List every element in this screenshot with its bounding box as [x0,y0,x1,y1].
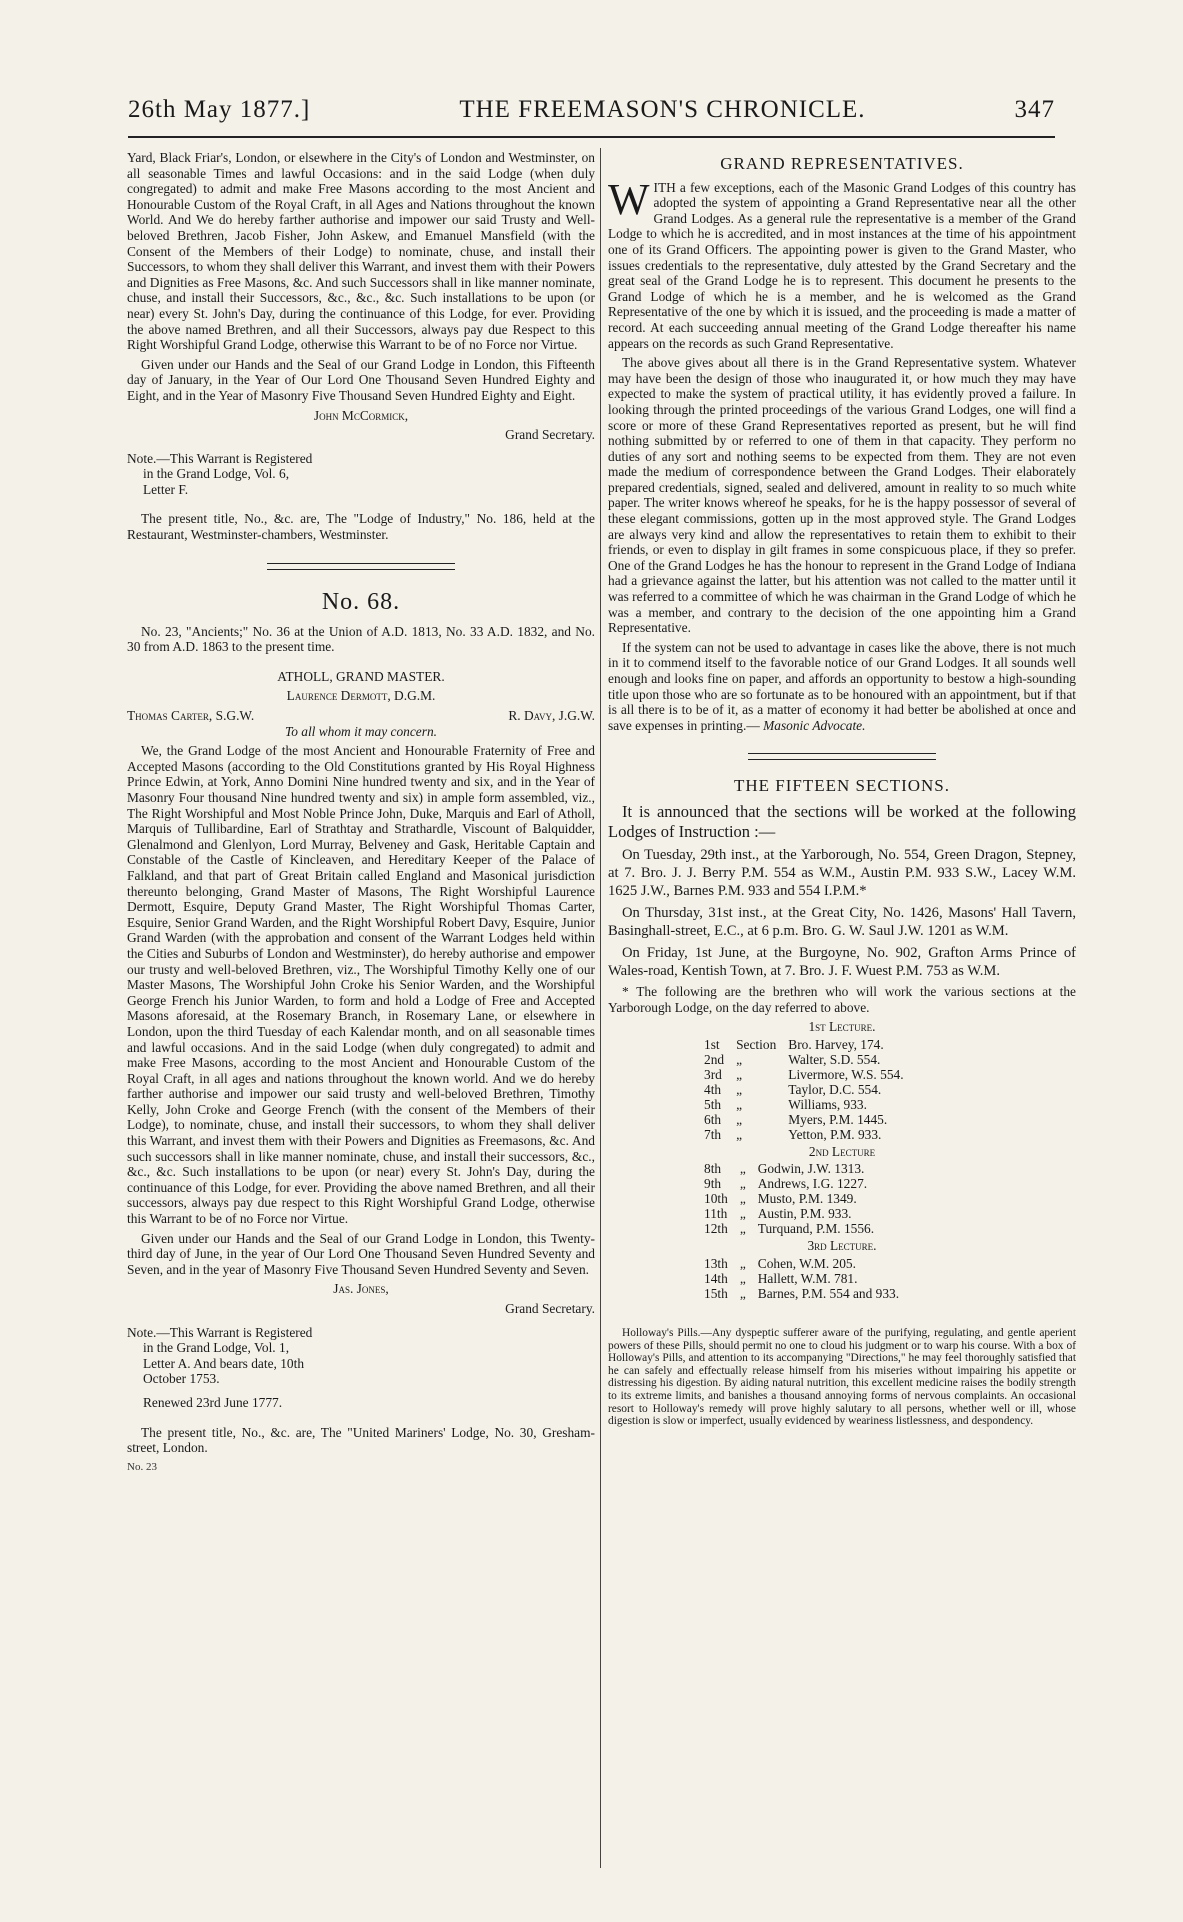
gr-source: Masonic Advocate. [763,717,866,733]
grand-representatives-p2: The above gives about all there is in the Grand Representative system. Whatever may have been the design of those who inaugurated it, or how much they may have expected to make the system of practical utility, it has evidently proved a failure. In looking through the printed proceedings of the various Grand Lodges, one will find a score or more of these Grand Representatives reported as present, but he will find nothing submitted by or referred to one of them in that capacity. They perform no duties of any sort and nothing seems to be expected from them. They are not even made the medium of correspondence between the Grand Lodges. Their elaborately prepared credentials, signed, sealed and delivered, amount in reality to so much white paper. The writer knows whereof he speaks, for he is the happy possessor of several of these elegant commissions, gotten up in the most approved style. The Grand Lodges are always very kind and allow the representatives to retain them to exhibit to their friends, or even to display in gilt frames in some conspicuous place, if they so prefer. One of the Grand Lodges he has the honour to represent in the Grand Lodge of Indiana had a grievance against the latter, but his attention was not called to the matter until it was referred to a committee of which he was chairman in the Grand Lodge of which he was a member, and contrary to the decision of the one appointing him a Grand Representative. [608,355,1076,636]
section-label: „ [736,1096,743,1112]
to-all-line: To all whom it may concern. [284,723,437,739]
lecture-row [698,1067,910,1082]
lecture-1-table [698,1037,910,1142]
section-number: 4th [704,1081,722,1097]
brother-name: Barnes, P.M. 554 and 933. [757,1285,900,1301]
brother-name: Bro. Harvey, 174. [788,1036,884,1052]
lecture-row [698,1221,880,1236]
renewed-line: Renewed 23rd June 1777. [143,1394,283,1410]
brother-name: Taylor, D.C. 554. [788,1081,882,1097]
lecture-row [698,1052,910,1067]
brother-name: Austin, P.M. 933. [757,1206,852,1222]
dermott-line: Laurence Dermott, D.G.M. [286,688,436,704]
brother-name: Yetton, P.M. 933. [788,1126,882,1142]
section-label: „ [739,1161,746,1177]
no-68-subtitle: No. 23, "Ancients;" No. 36 at the Union of A.D. 1813, No. 33 A.D. 1832, and No. 30 from A.D. 1863 to the present time. [127,623,595,655]
header-date: 26th May 1877.] [128,96,311,123]
section-label: „ [739,1176,746,1192]
lodge-tuesday: On Tuesday, 29th inst., at the Yarborough, No. 554, Green Dragon, Stepney, at 7. Bro. J. J. Berry P.M. 554 as W.M., Austin P.M. 933 S.W., Lacey W.M. 1625 J.W., Barnes P.M. 933 and 554 I.P.M.* [608,846,1076,899]
left-column [127,150,595,1479]
page-header [128,96,1055,138]
given-paragraph-2: Given under our Hands and the Seal of our Grand Lodge in London, this Twenty-third day of June, in the year of Our Lord One Thousand Seven Hundred Seventy and Seven, and in the year of Masonry Five Thousand Seven Hundred Seventy and Seven. [127,1230,595,1277]
lecture-row [698,1271,905,1286]
brother-name: Hallett, W.M. 781. [757,1270,858,1286]
note2-line-c: Letter A. And bears date, 10th [143,1355,305,1371]
section-number: 13th [704,1255,728,1271]
davy-name: R. Davy, J.G.W. [508,708,595,724]
signature-role-2: Grand Secretary. [505,1301,595,1316]
brother-name: Godwin, J.W. 1313. [757,1161,865,1177]
section-label: „ [739,1191,746,1207]
grand-representatives-p3 [608,640,1076,734]
lecture-row [698,1037,910,1052]
section-number: 10th [704,1191,728,1207]
lecture-row [698,1191,880,1206]
lecture-3-table [698,1256,905,1301]
carter-name: Thomas Carter, S.G.W. [127,708,255,724]
brother-name: Andrews, I.G. 1227. [757,1176,868,1192]
signature-role-1: Grand Secretary. [505,427,595,443]
note1-line-c: Letter F. [143,481,189,497]
fifteen-sections-intro: It is announced that the sections will be worked at the following Lodges of Instruction :— [608,801,1076,841]
brother-name: Cohen, W.M. 205. [757,1255,856,1271]
no-23-marginal: No. 23 [127,1460,157,1473]
lecture-row [698,1256,905,1271]
lecture-3-heading: 3rd Lecture. [807,1238,877,1254]
note2-line-d: October 1753. [143,1371,220,1387]
right-column [608,150,1076,1432]
section-number: 2nd [704,1051,725,1067]
lecture-1-heading: 1st Lecture. [808,1019,876,1035]
section-label: „ [739,1221,746,1237]
registration-note-2 [127,1325,595,1387]
note1-line-b: in the Grand Lodge, Vol. 6, [143,466,290,482]
section-label: „ [739,1285,746,1301]
lodge-thursday: On Thursday, 31st inst., at the Great City, No. 1426, Masons' Hall Tavern, Basinghall-street, E.C., at 6 p.m. Bro. G. W. Saul J.W. 1201 as W.M. [608,904,1076,939]
lecture-row [698,1082,910,1097]
warrant-body: We, the Grand Lodge of the most Ancient and Honourable Fraternity of Free and Accepted Masons (according to the Old Constitutions granted by His Royal Highness Prince Edwin, at York, Anno Domini Nine hundred twenty and six, and in the Year of Masonry Four thousand Nine hundred twenty and six) in ample form assembled, viz., The Right Worshipful and Most Noble Prince John, Duke, Marquis and Earl of Atholl, Marquis of Tullibardine, Earl of Strathtay and Strathardle, Viscount of Balquidder, Glenalmond and Glenlyon, Lord Murray, Belveney and Gask, Heritable Captain and Constable of the Castle of Kincleaven, and Hereditary Keeper of the Palace of Falkland, and that part of Great Britain called England and Masonical jurisdiction thereunto belonging, Grand Master of Masons, The Right Worshipful Laurence Dermott, Esquire, Deputy Grand Master, The Right Worshipful Thomas Carter, Esquire, Senior Grand Warden, and the Right Worshipful Robert Davy, Esquire, Junior Grand Warden (with the approbation and consent of the Warrant Lodges held within the Cities and Suburbs of London and Westminster), do hereby authorise and empower our trusty and well-beloved Brethren, viz., The Worshipful Timothy Kelly one of our Master Masons, The Worshipful John Croke his Senior Warden, and the Worshipful George French his Junior Warden, to form and hold a Lodge of Free and Accepted Masons aforesaid, at the Rosemary Branch, in Rosemary Lane, or elsewhere in London, upon the third Tuesday of each Kalendar month, and on all seasonable times and lawful occasions. And in the said Lodge (when duly congregated) to admit and make Free Masons, according to the most Ancient and Honourable Custom of the Royal Craft, in all ages and nations throughout the known world. And we do hereby farther authorise and impower our said trusty and well-beloved Brethren, Timothy Kelly, John Croke and George French (with the consent of the Members of their Lodge), to nominate, chuse, and install their successors, to whom they shall deliver this Warrant, and invest them with their Powers and Dignities as Freemasons, &c. And such successors shall in like manner nominate, chuse, and install their successors, &c., &c., &c. Such installations to be upon (or near) every St. John's Day, during the continuance of this Lodge, for ever. Providing the above named Brethren, and all their successors, always pay due respect to this Right Worshipful Grand Lodge, otherwise this Warrant to be of no Force nor Virtue. [127,743,595,1227]
brethren-note: * The following are the brethren who will work the various sections at the Yarborough Lodge, on the day referred to above. [608,983,1076,1015]
warrant-continuation: Yard, Black Friar's, London, or elsewhere in the City's of London and Westminster, on all seasonable Times and lawful Occasions: and in the said Lodge (when duly congregated) to admit and make Free Masons according to the most Ancient and Honourable Custom of the Royal Craft, in all Ages and Nations throughout the known World. And We do hereby farther authorise and impower our said Trusty and Well-beloved Brethren, Jacob Fisher, John Askew, and Emanuel Mansfield (with the Consent of the Members of their Lodge) to nominate, chuse, and install their Successors, to whom they shall deliver this Warrant, and invest them with their Powers and Dignities as Free Masons, &c. And such Successors shall in like manner nominate, chuse, and install their Successors, &c., &c., &c. Such installations to be upon (or near) every St. John's Day, during the continuance of this Lodge, for ever. Providing the above named Brethren, and all their Successors, always pay due Respect to this Right Worshipful Grand Lodge, otherwise this Warrant to be of no Force nor Virtue. [127,150,595,353]
lecture-row [698,1176,880,1191]
registration-note-1 [127,451,595,498]
brother-name: Walter, S.D. 554. [788,1051,881,1067]
section-number: 6th [704,1111,722,1127]
section-number: 1st [704,1036,720,1052]
brother-name: Turquand, P.M. 1556. [757,1221,875,1237]
section-separator-right [748,753,935,760]
section-label: „ [736,1126,743,1142]
section-label: „ [739,1255,746,1271]
section-label: „ [739,1206,746,1222]
brother-name: Myers, P.M. 1445. [788,1111,888,1127]
header-title: THE FREEMASON'S CHRONICLE. [459,96,866,123]
holloways-pills-advert: Holloway's Pills.—Any dyspeptic sufferer aware of the purifying, regulating, and gentle aperient powers of these Pills, should permit no one to cloud his judgment or to warp his course. With a box of Holloway's Pills, and attention to its accompanying "Directions," he may feel thoroughly satisfied that he can safely and effectually release himself from his miseries without impairing his appetite or distressing his digestion. By aiding natural nutrition, this excellent medicine raises the bodily strength to its extreme limits, and banishes a thousand annoying forms of nervous complaints. An occasional resort to Holloway's remedy will prove highly salutary to all persons, whether well or ill, whose digestion is slow or imperfect, usually evidenced by weariness listlessness, and despondency. [608,1326,1076,1428]
section-number: 7th [704,1126,722,1142]
note2-line-a: Note.—This Warrant is Registered [127,1324,313,1340]
lecture-2-heading: 2nd Lecture [808,1143,876,1159]
note2-line-b: in the Grand Lodge, Vol. 1, [143,1340,290,1356]
wardens-line [127,708,595,724]
section-number: 8th [704,1161,722,1177]
column-divider [600,148,601,1868]
section-number: 3rd [704,1066,722,1082]
gr-p3-text: If the system can not be used to advantage in cases like the above, there is not much in it to commend itself to the favorable notice of our Grand Lodges. It all sounds well enough and looks fine on paper, and affords an opportunity to bestow a high-sounding title upon those who are so fortunate as to be honoured with an appointment, but if that is all there is to be of it, as a matter of economy it had better be abolished at once and save expenses in printing.— [608,639,1076,733]
brother-name: Williams, 933. [788,1096,867,1112]
section-label: „ [736,1111,743,1127]
section-number: 12th [704,1221,728,1237]
section-separator [267,563,454,570]
gr-p1-text: ITH a few exceptions, each of the Masonic Grand Lodges of this country has adopted the system of appointing a Grand Representative near all the other Grand Lodges. As a general rule the representative is a member of the Grand Lodge to which he is accredited, and in most instances at the time of his appointment one of its Grand Officers. The appointing power is given to the Grand Master, who issues credentials to the representative, duly attested by the Grand Secretary and the great seal of the Grand Lodge he is to represent. This document he presents to the Grand Lodge of which he is a member, and he is welcomed as the Grand Representative of the one by which it is issued, and the proceeding is made a matter of record. At each succeeding annual meeting of the Grand Lodge thereafter his name appears on the records as such Grand Representative. [608,179,1076,351]
section-number: 15th [704,1285,728,1301]
section-label: „ [739,1270,746,1286]
section-label: „ [736,1066,743,1082]
section-number: 5th [704,1096,722,1112]
grand-representatives-p1 [608,174,1076,352]
present-title-2: The present title, No., &c. are, The "United Mariners' Lodge, No. 30, Gresham-street, London. [127,1424,595,1456]
signature-name-1: John McCormick, [313,407,409,423]
lecture-row [698,1286,905,1301]
brother-name: Musto, P.M. 1349. [757,1191,857,1207]
given-paragraph-1: Given under our Hands and the Seal of our Grand Lodge in London, this Fifteenth day of January, in the Year of Our Lord One Thousand Seven Hundred Eighty and Eight, and in the Year of Masonry Five Thousand Seven Hundred Eighty and Eight. [127,356,595,403]
brother-name: Livermore, W.S. 554. [788,1066,904,1082]
header-page-number: 347 [1014,96,1055,123]
drop-cap: W [608,174,650,224]
signature-name-2: Jas. Jones, [333,1281,389,1297]
section-number: 11th [704,1206,728,1222]
section-label: „ [736,1081,743,1097]
heading-no-68: No. 68. [321,588,401,615]
lecture-row [698,1161,880,1176]
atholl-heading: ATHOLL, GRAND MASTER. [277,668,445,684]
note1-line-a: Note.—This Warrant is Registered [127,450,313,466]
fifteen-sections-title: THE FIFTEEN SECTIONS. [733,776,951,796]
grand-representatives-title: GRAND REPRESENTATIVES. [720,154,964,173]
lecture-row [698,1112,910,1127]
section-label: „ [736,1051,743,1067]
lodge-friday: On Friday, 1st June, at the Burgoyne, No. 902, Grafton Arms Prince of Wales-road, Kentish Town, at 7. Bro. J. F. Wuest P.M. 753 as W.M. [608,944,1076,979]
present-title-1: The present title, No., &c. are, The "Lodge of Industry," No. 186, held at the Restaurant, Westminster-chambers, Westminster. [127,511,595,543]
lecture-row [698,1097,910,1112]
section-number: 9th [704,1176,722,1192]
lecture-row [698,1127,910,1142]
section-number: 14th [704,1270,728,1286]
lecture-row [698,1206,880,1221]
lecture-2-table [698,1161,880,1236]
section-label: Section [736,1036,777,1052]
